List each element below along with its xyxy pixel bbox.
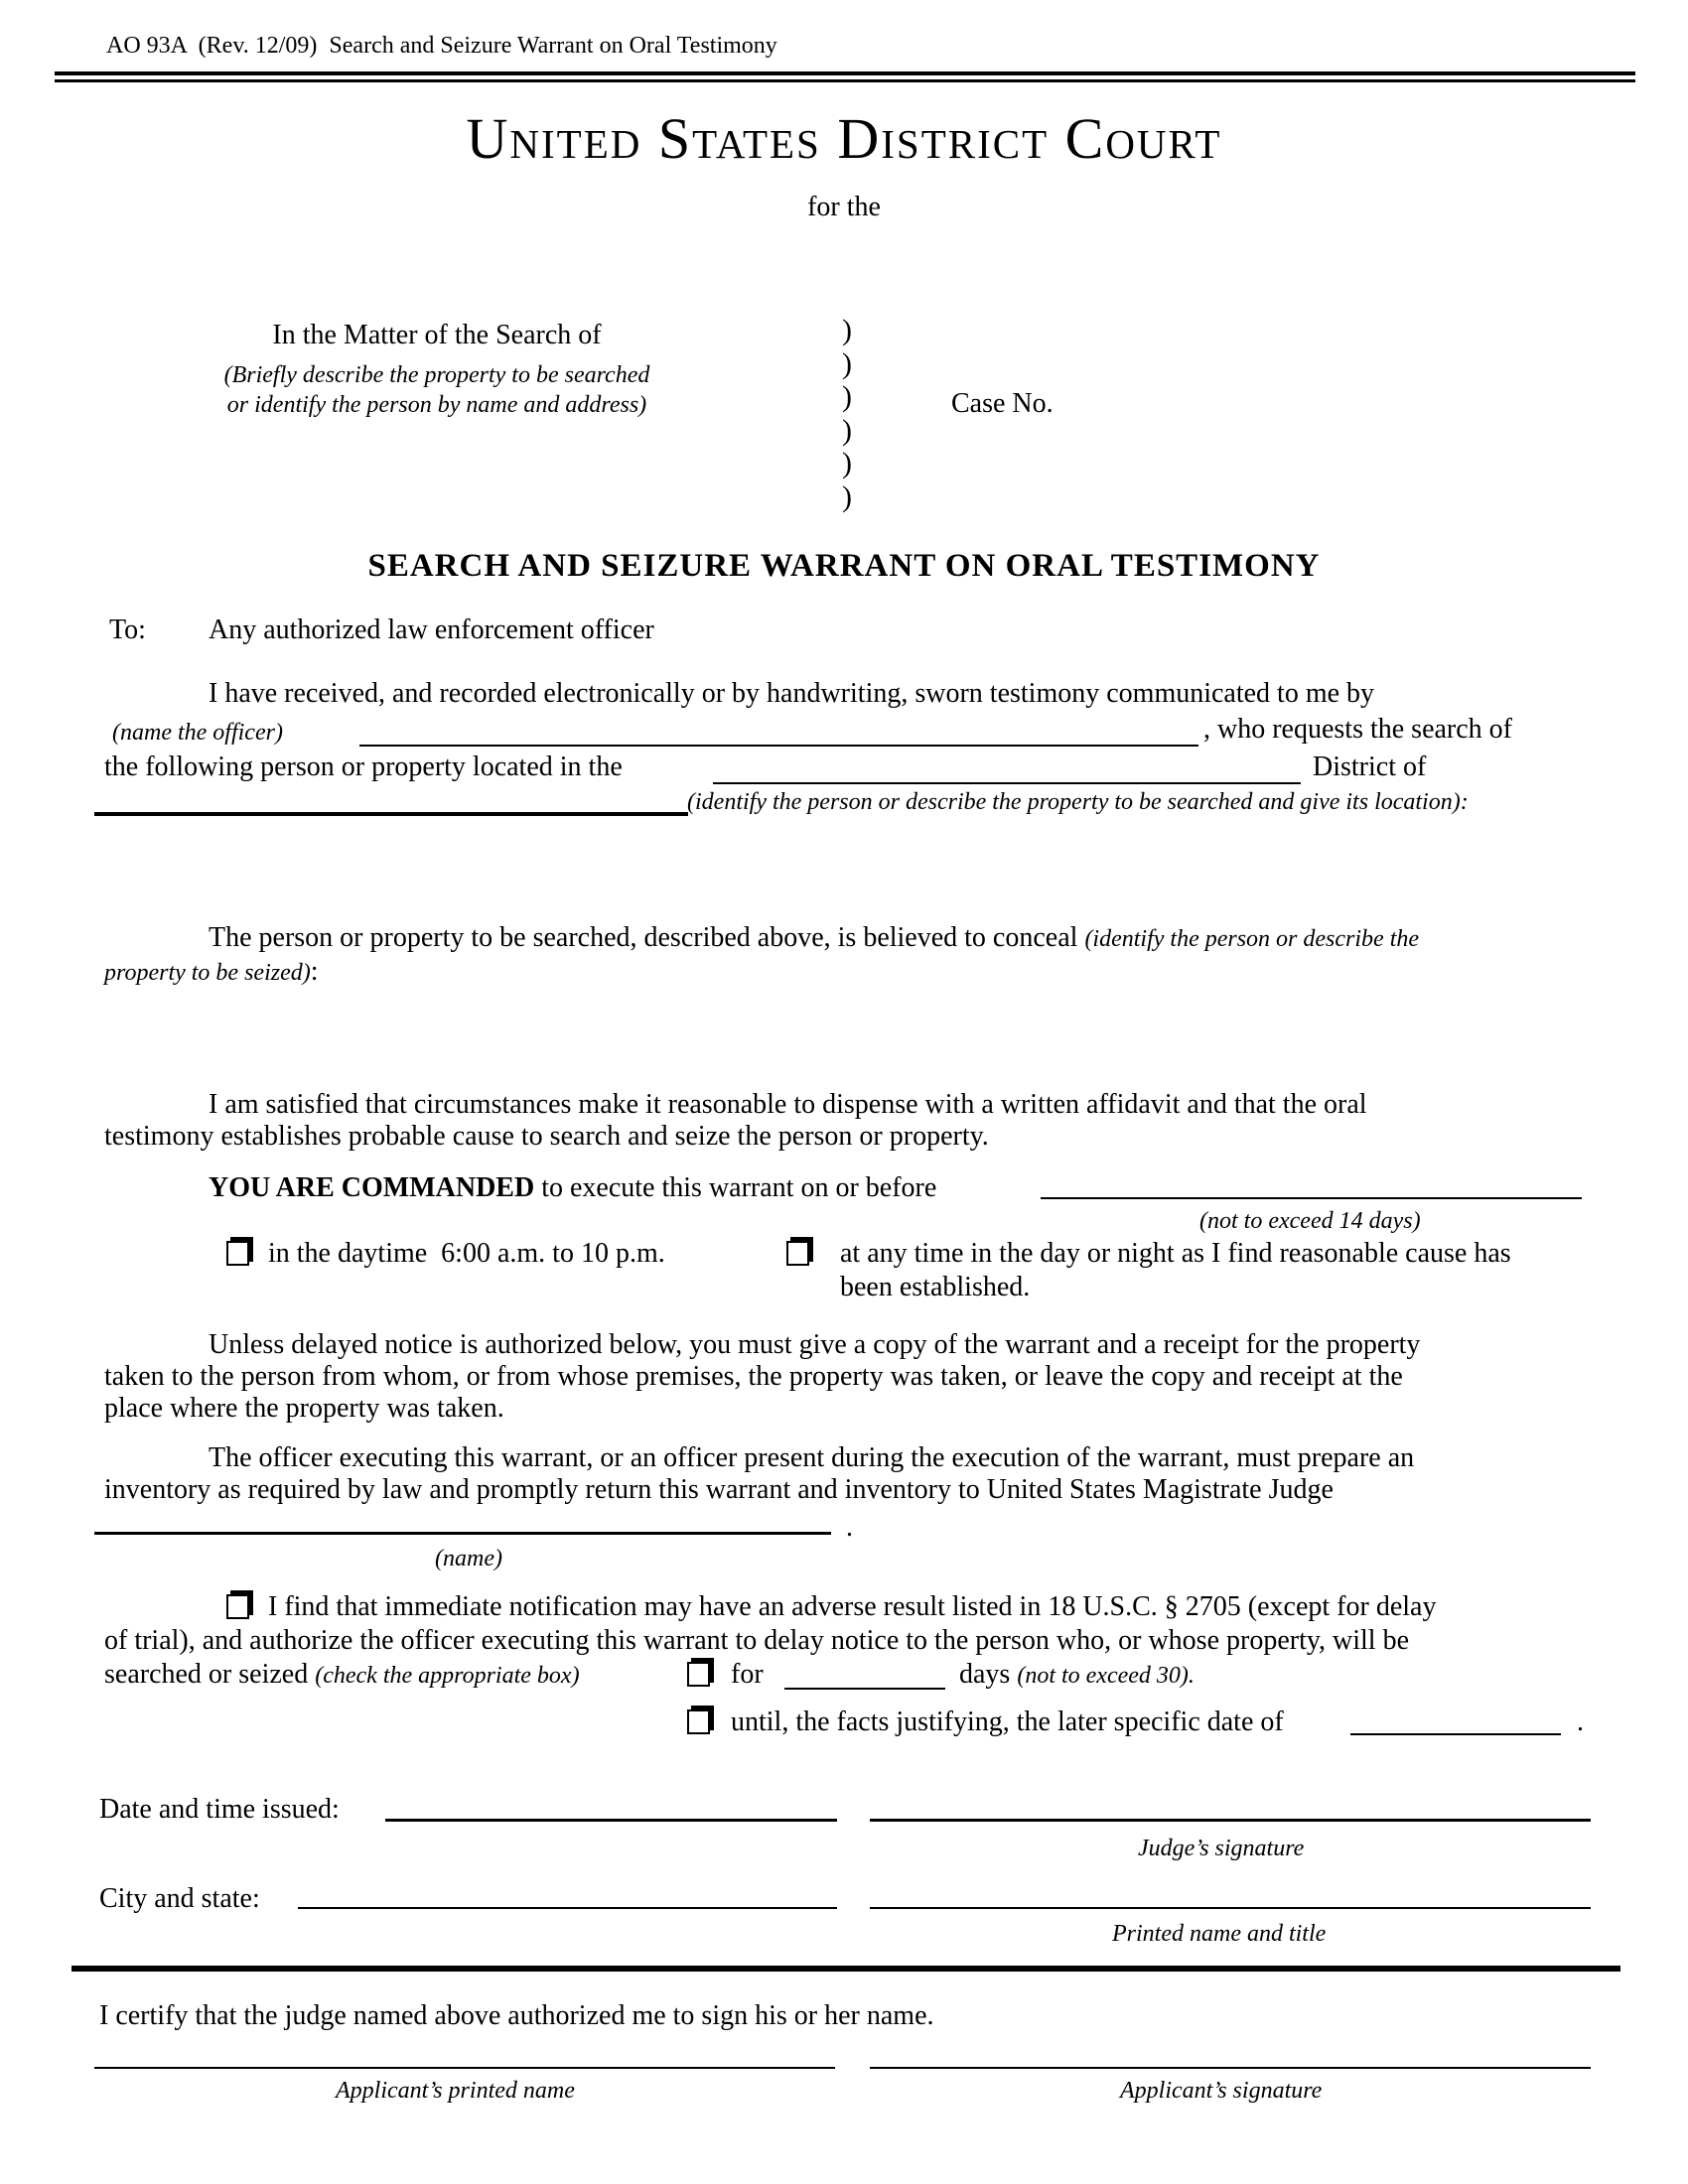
matter-note-line2: or identify the person by name and address) [226, 392, 647, 418]
anytime-label-line2: been established. [840, 1272, 1031, 1302]
conceal-line1 [209, 921, 1419, 955]
magistrate-period: . [846, 1512, 853, 1543]
delay-until-checkbox[interactable] [687, 1709, 710, 1734]
certification-divider [71, 1966, 1620, 1972]
delay-line3-roman: searched or seized [104, 1659, 316, 1690]
conceal-line2-colon: : [310, 956, 319, 987]
not-exceed-14-caption: (not to exceed 14 days) [1199, 1208, 1421, 1234]
delay-until-period: . [1577, 1706, 1584, 1737]
district-field[interactable] [713, 782, 1301, 784]
to-value: Any authorized law enforcement officer [209, 614, 654, 645]
to-label: To: [109, 614, 146, 645]
satisfied-line2: testimony establishes probable cause to search and seize the person or property. [104, 1121, 989, 1152]
anytime-checkbox[interactable] [786, 1241, 809, 1266]
daytime-label: in the daytime 6:00 a.m. to 10 p.m. [268, 1238, 665, 1269]
case-no-label: Case No. [951, 388, 1054, 419]
applicant-signature-caption: Applicant’s signature [1120, 2078, 1323, 2104]
city-state-field[interactable] [298, 1907, 837, 1909]
delay-notice-checkbox[interactable] [226, 1594, 249, 1619]
magistrate-name-field[interactable] [94, 1532, 831, 1535]
check-box-caption: (check the appropriate box) [315, 1663, 580, 1689]
warrant-title: SEARCH AND SEIZURE WARRANT ON ORAL TESTIMONY [367, 548, 1321, 584]
delay-line1: I find that immediate notification may have an adverse result listed in 18 U.S.C. § 2705 (except for delay [268, 1591, 1437, 1622]
unless-line3: place where the property was taken. [104, 1393, 504, 1424]
officer-name-field[interactable] [359, 745, 1198, 747]
conceal-line1-italic: (identify the person or describe the [1084, 926, 1420, 952]
delay-until-date-field[interactable] [1350, 1733, 1561, 1735]
applicant-printed-name-field[interactable] [94, 2067, 835, 2069]
matter-title: In the Matter of the Search of [272, 320, 602, 350]
delay-days-checkbox[interactable] [687, 1662, 710, 1687]
anytime-label-line1: at any time in the day or night as I find reasonable cause has [840, 1238, 1511, 1269]
judge-signature-field[interactable] [870, 1819, 1591, 1822]
magistrate-name-caption: (name) [435, 1546, 502, 1571]
officer-name-caption: (name the officer) [112, 720, 283, 746]
not-exceed-30-caption: (not to exceed 30). [1017, 1663, 1195, 1689]
delay-days-field[interactable] [784, 1688, 945, 1690]
applicant-signature-field[interactable] [870, 2067, 1591, 2069]
form-id-header: AO 93A (Rev. 12/09) Search and Seizure Warrant on Oral Testimony [106, 33, 777, 59]
satisfied-line1: I am satisfied that circumstances make it reasonable to dispense with a written affidavit and that the oral [209, 1089, 1367, 1120]
judge-signature-caption: Judge’s signature [1138, 1836, 1305, 1861]
date-time-issued-field[interactable] [385, 1819, 837, 1822]
conceal-line1-roman: The person or property to be searched, described above, is believed to conceal [209, 922, 1085, 953]
officer-return-line1: The officer executing this warrant, or an officer present during the execution of the warrant, must prepare an [209, 1442, 1415, 1473]
commanded-bold: YOU ARE COMMANDED [209, 1172, 535, 1203]
unless-line2: taken to the person from whom, or from whose premises, the property was taken, or leave the copy and receipt at the [104, 1361, 1403, 1392]
district-of-label: District of [1313, 751, 1427, 782]
conceal-line2-italic: property to be seized) [104, 960, 311, 986]
who-requests-text: , who requests the search of [1203, 714, 1513, 745]
execute-by-date-field[interactable] [1041, 1197, 1582, 1199]
delay-for-label: for [731, 1659, 764, 1690]
matter-note-line1: (Briefly describe the property to be searched [223, 362, 650, 388]
daytime-checkbox[interactable] [226, 1241, 249, 1266]
header-divider [55, 71, 1635, 82]
printed-name-caption: Printed name and title [1112, 1921, 1327, 1947]
delay-line3 [104, 1658, 580, 1692]
delay-line2: of trial), and authorize the officer executing this warrant to delay notice to the person who, or whose property, will be [104, 1625, 1410, 1656]
identify-location-caption: (identify the person or describe the property to be searched and give its location): [687, 789, 1469, 815]
commanded-rest: to execute this warrant on or before [534, 1172, 937, 1203]
delay-until-text: until, the facts justifying, the later specific date of [731, 1706, 1284, 1737]
matter-block [139, 320, 735, 420]
caption-bracket: ) ) ) ) ) ) [842, 314, 852, 513]
delay-days-line [959, 1658, 1195, 1692]
court-subtitle: for the [807, 192, 881, 222]
delay-days-label: days [959, 1659, 1018, 1690]
location-continued-field[interactable] [94, 812, 688, 816]
certify-text: I certify that the judge named above authorized me to sign his or her name. [99, 2000, 934, 2031]
date-issued-label: Date and time issued: [99, 1794, 340, 1825]
court-title: United States District Court [466, 106, 1222, 171]
applicant-name-caption: Applicant’s printed name [336, 2078, 575, 2104]
received-line2: the following person or property located in the [104, 751, 623, 782]
city-state-label: City and state: [99, 1883, 260, 1914]
unless-line1: Unless delayed notice is authorized below, you must give a copy of the warrant and a receipt for the property [209, 1329, 1421, 1360]
received-line1: I have received, and recorded electronically or by handwriting, sworn testimony communicated to me by [209, 678, 1375, 709]
printed-name-title-field[interactable] [870, 1907, 1591, 1909]
conceal-line2 [104, 955, 319, 989]
officer-return-line2: inventory as required by law and promptly return this warrant and inventory to United States Magistrate Judge [104, 1474, 1334, 1505]
commanded-line [209, 1171, 936, 1205]
